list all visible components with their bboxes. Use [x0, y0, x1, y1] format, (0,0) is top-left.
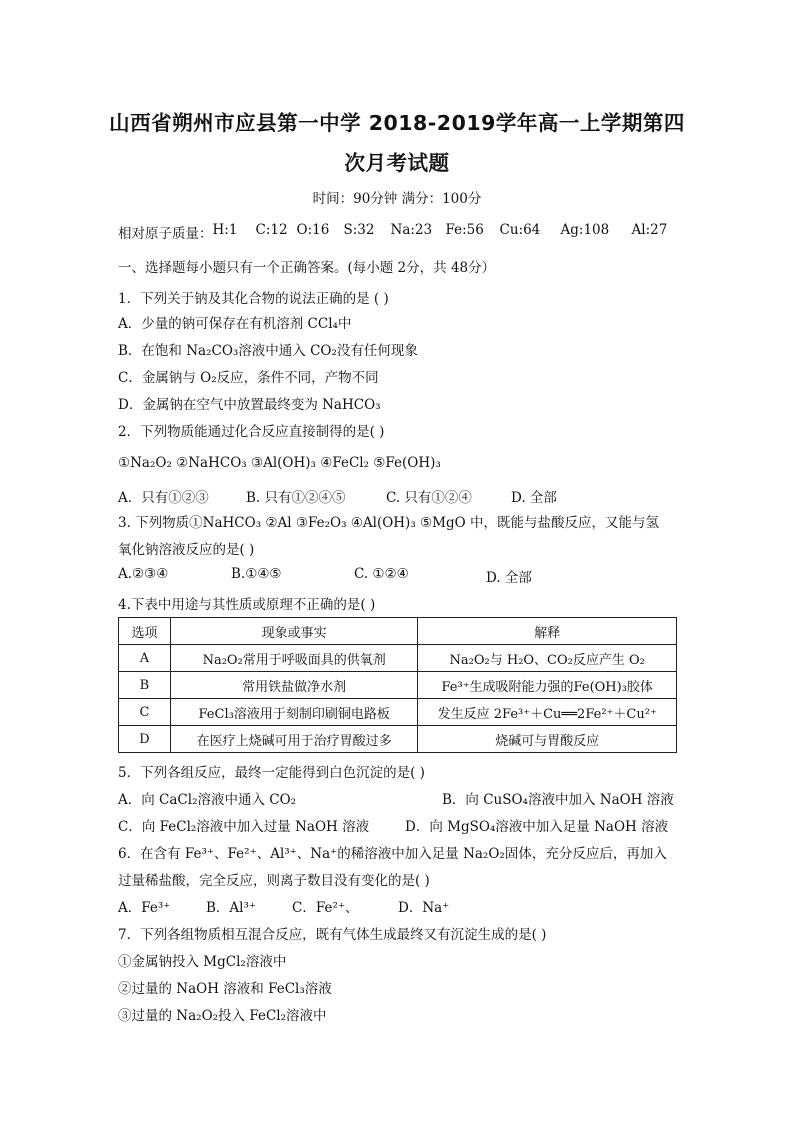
q5-stem: 5．下列各组反应，最终一定能得到白色沉淀的是( )	[118, 765, 425, 781]
section-heading: 一、选择题每小题只有一个正确答案。(每小题 2分，共 48分）	[118, 260, 496, 276]
atomic-mass-fe: Fe:56	[445, 222, 484, 238]
exam-title-line1: 山西省朔州市应县第一中学 2018-2019学年高一上学期第四	[109, 111, 685, 135]
q2-option-c: C. 只有①②④	[386, 490, 472, 506]
table-cell-explanation: 烧碱可与胃酸反应	[418, 726, 677, 753]
q1-stem: 1．下列关于钠及其化合物的说法正确的是 ( )	[118, 291, 389, 307]
q1-option-b: B．在饱和 Na₂CO₃溶液中通入 CO₂没有任何现象	[118, 343, 418, 359]
q3-stem-line1: 3. 下列物质①NaHCO₃ ②Al ③Fe₂O₃ ④Al(OH)₃ ⑤MgO 中，既能与盐酸反应，又能与氢	[118, 515, 659, 531]
q7-item-1: ①金属钠投入 MgCl₂溶液中	[118, 954, 287, 970]
atomic-mass-cu: Cu:64	[499, 222, 541, 238]
q6-option-c: C．Fe²⁺、	[292, 900, 359, 916]
atomic-masses	[118, 222, 667, 242]
atomic-mass-ag: Ag:108	[560, 222, 610, 238]
q5-option-a: A．向 CaCl₂溶液中通入 CO₂	[118, 792, 297, 808]
q7-stem: 7．下列各组物质相互混合反应，既有气体生成最终又有沉淀生成的是( )	[118, 927, 547, 943]
q5-option-b: B．向 CuSO₄溶液中加入 NaOH 溶液	[442, 792, 674, 808]
table-cell-fact: FeCl₃溶液用于刻制印刷铜电路板	[170, 699, 418, 726]
q6-option-b: B．Al³⁺	[206, 900, 257, 916]
q6-stem-line2: 过量稀盐酸，完全反应，则离子数目没有变化的是( )	[118, 873, 430, 889]
q6-option-d: D．Na⁺	[398, 900, 450, 916]
q1-option-d: D．金属钠在空气中放置最终变为 NaHCO₃	[118, 397, 381, 413]
atomic-mass-na: Na:23	[390, 222, 433, 238]
exam-meta: 时间：90分钟 满分：100分	[312, 191, 482, 207]
q5-option-d: D．向 MgSO₄溶液中加入足量 NaOH 溶液	[405, 819, 669, 835]
table-header-cell: 选项	[119, 618, 171, 645]
table-header-cell: 解释	[418, 618, 677, 645]
q3-option-d: D. 全部	[486, 570, 532, 586]
q4-table	[118, 617, 677, 753]
q3-option-b: B.①④⑤	[231, 566, 282, 582]
table-cell-fact: 在医疗上烧碱可用于治疗胃酸过多	[170, 726, 418, 753]
atomic-mass-al: Al:27	[631, 222, 668, 238]
table-cell-option: C	[119, 699, 171, 726]
q2-option-a: A．只有①②③	[118, 490, 209, 506]
table-header-row	[119, 618, 677, 645]
atomic-masses-label: 相对原子质量：	[118, 226, 213, 242]
q2-option-b: B. 只有①②④⑤	[246, 490, 346, 506]
q5-option-c: C．向 FeCl₂溶液中加入过量 NaOH 溶液	[118, 819, 370, 835]
table-cell-explanation: Na₂O₂与 H₂O、CO₂反应产生 O₂	[418, 645, 677, 672]
table-row	[119, 699, 677, 726]
atomic-mass-s: S:32	[343, 222, 375, 238]
q4-stem: 4.下表中用途与其性质或原理不正确的是( )	[118, 597, 376, 613]
table-cell-explanation: Fe³⁺生成吸附能力强的Fe(OH)₃胶体	[418, 672, 677, 699]
q1-option-c: C．金属钠与 O₂反应，条件不同，产物不同	[118, 370, 379, 386]
q1-option-a: A．少量的钠可保存在有机溶剂 CCl₄中	[118, 316, 352, 332]
exam-title-line2: 次月考试题	[344, 151, 450, 175]
table-cell-option: A	[119, 645, 171, 672]
q6-option-a: A．Fe³⁺	[118, 900, 171, 916]
table-row	[119, 672, 677, 699]
table-cell-fact: 常用铁盐做净水剂	[170, 672, 418, 699]
atomic-mass-h: H:1	[212, 222, 238, 238]
table-cell-explanation: 发生反应 2Fe³⁺＋Cu══2Fe²⁺＋Cu²⁺	[418, 699, 677, 726]
q3-option-c: C. ①②④	[354, 566, 409, 582]
table-cell-option: B	[119, 672, 171, 699]
table-row	[119, 726, 677, 753]
q2-stem: 2．下列物质能通过化合反应直接制得的是( )	[118, 424, 385, 440]
q6-stem-line1: 6．在含有 Fe³⁺、Fe²⁺、Al³⁺、Na⁺的稀溶液中加入足量 Na₂O₂固体，充分反应后，再加入	[118, 846, 667, 862]
table-header-cell: 现象或事实	[170, 618, 418, 645]
q2-option-d: D. 全部	[511, 490, 557, 506]
table-row	[119, 645, 677, 672]
q7-item-3: ③过量的 Na₂O₂投入 FeCl₂溶液中	[118, 1008, 327, 1024]
q3-option-a: A.②③④	[118, 566, 169, 582]
table-cell-fact: Na₂O₂常用于呼吸面具的供氧剂	[170, 645, 418, 672]
atomic-mass-o: O:16	[296, 222, 330, 238]
table-cell-option: D	[119, 726, 171, 753]
q2-items: ①Na₂O₂ ②NaHCO₃ ③Al(OH)₃ ④FeCl₂ ⑤Fe(OH)₃	[118, 455, 441, 471]
atomic-mass-c: C:12	[255, 222, 288, 238]
q3-stem-line2: 氧化钠溶液反应的是( )	[118, 542, 255, 558]
q7-item-2: ②过量的 NaOH 溶液和 FeCl₃溶液	[118, 981, 332, 997]
